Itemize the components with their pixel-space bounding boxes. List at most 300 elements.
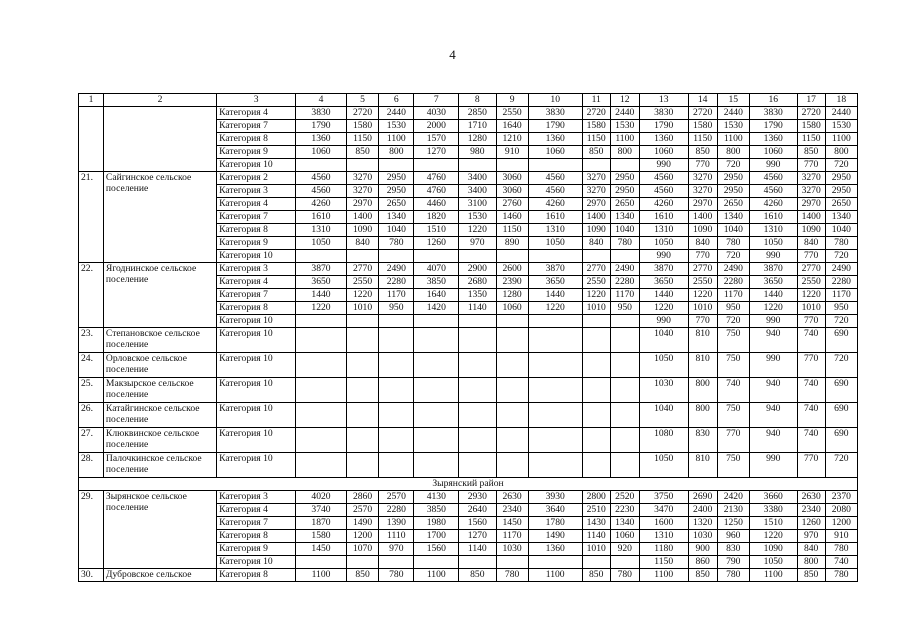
- value-cell: 1430: [582, 517, 610, 530]
- value-cell: 1060: [610, 530, 639, 543]
- row-number: 22.: [79, 263, 104, 328]
- value-cell: 1150: [582, 133, 610, 146]
- value-cell: 1030: [496, 543, 528, 556]
- value-cell: 690: [825, 403, 857, 428]
- value-cell: 990: [639, 315, 688, 328]
- value-cell: [610, 556, 639, 569]
- value-cell: 850: [582, 569, 610, 582]
- value-cell: 770: [797, 353, 825, 378]
- category-label: Категория 8: [217, 530, 296, 543]
- value-cell: 1530: [459, 211, 496, 224]
- value-cell: 950: [717, 302, 749, 315]
- category-label: Категория 4: [217, 198, 296, 211]
- value-cell: 1170: [717, 289, 749, 302]
- value-cell: 2130: [717, 504, 749, 517]
- value-cell: 1150: [496, 224, 528, 237]
- value-cell: 780: [825, 569, 857, 582]
- value-cell: 1040: [639, 403, 688, 428]
- value-cell: 750: [717, 453, 749, 478]
- value-cell: 1490: [528, 530, 582, 543]
- value-cell: 2950: [379, 185, 414, 198]
- value-cell: 2440: [610, 107, 639, 120]
- row-number: 30.: [79, 569, 104, 582]
- table-row: [79, 172, 858, 185]
- value-cell: 2760: [496, 198, 528, 211]
- value-cell: [610, 315, 639, 328]
- value-cell: [379, 315, 414, 328]
- value-cell: [346, 250, 378, 263]
- value-cell: 4260: [296, 198, 347, 211]
- value-cell: 1710: [459, 120, 496, 133]
- value-cell: [379, 250, 414, 263]
- value-cell: [582, 250, 610, 263]
- table-row: [79, 328, 858, 353]
- value-cell: 3100: [459, 198, 496, 211]
- value-cell: 780: [610, 569, 639, 582]
- value-cell: 1150: [688, 133, 717, 146]
- value-cell: 720: [825, 159, 857, 172]
- value-cell: 2340: [797, 504, 825, 517]
- value-cell: 3870: [528, 263, 582, 276]
- value-cell: [528, 159, 582, 172]
- value-cell: 2280: [717, 276, 749, 289]
- value-cell: 1790: [639, 120, 688, 133]
- value-cell: 1270: [414, 146, 459, 159]
- value-cell: 740: [825, 556, 857, 569]
- value-cell: 2370: [825, 491, 857, 504]
- value-cell: [582, 556, 610, 569]
- category-label: Категория 8: [217, 224, 296, 237]
- value-cell: 2340: [496, 504, 528, 517]
- value-cell: [459, 315, 496, 328]
- value-cell: 3850: [414, 276, 459, 289]
- column-number-header: 4: [296, 94, 347, 107]
- value-cell: 1260: [797, 517, 825, 530]
- value-cell: 1090: [749, 543, 797, 556]
- value-cell: 1010: [582, 543, 610, 556]
- value-cell: 1260: [414, 237, 459, 250]
- value-cell: 920: [610, 543, 639, 556]
- value-cell: 1310: [639, 530, 688, 543]
- value-cell: 750: [717, 403, 749, 428]
- value-cell: 1170: [610, 289, 639, 302]
- value-cell: 1610: [528, 211, 582, 224]
- value-cell: [296, 453, 347, 478]
- value-cell: 4560: [528, 172, 582, 185]
- table-row: [79, 263, 858, 276]
- value-cell: 780: [379, 237, 414, 250]
- value-cell: 940: [749, 328, 797, 353]
- value-cell: 720: [825, 453, 857, 478]
- row-number: 21.: [79, 172, 104, 263]
- value-cell: 2600: [496, 263, 528, 276]
- value-cell: 1060: [639, 146, 688, 159]
- value-cell: 1220: [459, 224, 496, 237]
- value-cell: 2950: [825, 172, 857, 185]
- value-cell: 2440: [717, 107, 749, 120]
- value-cell: 1780: [528, 517, 582, 530]
- value-cell: 3650: [749, 276, 797, 289]
- table-row: [79, 353, 858, 378]
- value-cell: 4460: [414, 198, 459, 211]
- value-cell: 950: [825, 302, 857, 315]
- value-cell: 2970: [797, 198, 825, 211]
- value-cell: 1200: [825, 517, 857, 530]
- category-label: Категория 9: [217, 237, 296, 250]
- category-label: Категория 7: [217, 289, 296, 302]
- value-cell: 1100: [296, 569, 347, 582]
- value-cell: [414, 428, 459, 453]
- value-cell: 1640: [496, 120, 528, 133]
- value-cell: 990: [749, 315, 797, 328]
- value-cell: 4560: [528, 185, 582, 198]
- value-cell: 1280: [459, 133, 496, 146]
- category-label: Категория 4: [217, 107, 296, 120]
- value-cell: 1040: [825, 224, 857, 237]
- column-number-header: 18: [825, 94, 857, 107]
- value-cell: 1050: [749, 237, 797, 250]
- value-cell: 1530: [610, 120, 639, 133]
- value-cell: 800: [610, 146, 639, 159]
- value-cell: 2630: [496, 491, 528, 504]
- value-cell: [610, 378, 639, 403]
- value-cell: 2570: [379, 491, 414, 504]
- value-cell: 1220: [346, 289, 378, 302]
- value-cell: 1580: [582, 120, 610, 133]
- value-cell: 1090: [346, 224, 378, 237]
- value-cell: [528, 403, 582, 428]
- table-row: [79, 428, 858, 453]
- value-cell: [414, 403, 459, 428]
- value-cell: 2230: [610, 504, 639, 517]
- value-cell: [346, 403, 378, 428]
- value-cell: 2770: [582, 263, 610, 276]
- value-cell: 3870: [749, 263, 797, 276]
- value-cell: [610, 353, 639, 378]
- district-row: [79, 478, 858, 491]
- value-cell: 2490: [717, 263, 749, 276]
- value-cell: [496, 403, 528, 428]
- value-cell: 800: [379, 146, 414, 159]
- value-cell: 2550: [582, 276, 610, 289]
- value-cell: 1340: [610, 517, 639, 530]
- value-cell: [414, 315, 459, 328]
- value-cell: 1530: [379, 120, 414, 133]
- table-row: [79, 107, 858, 120]
- value-cell: 1530: [825, 120, 857, 133]
- value-cell: 720: [825, 315, 857, 328]
- value-cell: 1110: [379, 530, 414, 543]
- value-cell: 860: [688, 556, 717, 569]
- page-number: 4: [449, 47, 456, 62]
- category-label: Категория 3: [217, 491, 296, 504]
- value-cell: 2280: [825, 276, 857, 289]
- value-cell: 2490: [379, 263, 414, 276]
- value-cell: [379, 403, 414, 428]
- value-cell: 970: [459, 237, 496, 250]
- table-row: [79, 453, 858, 478]
- value-cell: 970: [379, 543, 414, 556]
- value-cell: [296, 403, 347, 428]
- value-cell: [414, 353, 459, 378]
- value-cell: 3740: [296, 504, 347, 517]
- value-cell: 940: [749, 403, 797, 428]
- value-cell: [610, 453, 639, 478]
- value-cell: 770: [797, 159, 825, 172]
- value-cell: 1220: [749, 530, 797, 543]
- value-cell: [528, 315, 582, 328]
- column-number-header: 9: [496, 94, 528, 107]
- value-cell: 2950: [825, 185, 857, 198]
- value-cell: [459, 453, 496, 478]
- value-cell: 960: [717, 530, 749, 543]
- value-cell: 1050: [639, 237, 688, 250]
- value-cell: 1200: [346, 530, 378, 543]
- value-cell: 1170: [496, 530, 528, 543]
- value-cell: 1790: [749, 120, 797, 133]
- value-cell: 1400: [582, 211, 610, 224]
- value-cell: 1870: [296, 517, 347, 530]
- row-number: [79, 107, 104, 172]
- value-cell: 4260: [639, 198, 688, 211]
- value-cell: 2970: [688, 198, 717, 211]
- value-cell: 720: [825, 353, 857, 378]
- value-cell: 780: [717, 569, 749, 582]
- value-cell: [528, 250, 582, 263]
- value-cell: 2400: [688, 504, 717, 517]
- value-cell: 2280: [379, 276, 414, 289]
- category-label: Категория 2: [217, 172, 296, 185]
- value-cell: 840: [797, 543, 825, 556]
- value-cell: 1210: [496, 133, 528, 146]
- value-cell: 3380: [749, 504, 797, 517]
- value-cell: 1310: [528, 224, 582, 237]
- value-cell: 1460: [496, 211, 528, 224]
- value-cell: 1220: [639, 302, 688, 315]
- value-cell: 800: [825, 146, 857, 159]
- value-cell: 1220: [797, 289, 825, 302]
- value-cell: 1640: [414, 289, 459, 302]
- value-cell: 3270: [346, 185, 378, 198]
- category-label: Категория 7: [217, 517, 296, 530]
- column-number-header: 5: [346, 94, 378, 107]
- value-cell: 2550: [496, 107, 528, 120]
- table-row: [79, 491, 858, 504]
- value-cell: 2970: [582, 198, 610, 211]
- value-cell: 1360: [639, 133, 688, 146]
- value-cell: 740: [797, 328, 825, 353]
- value-cell: 1140: [459, 543, 496, 556]
- value-cell: 1340: [717, 211, 749, 224]
- value-cell: 2550: [346, 276, 378, 289]
- value-cell: 3750: [639, 491, 688, 504]
- value-cell: 690: [825, 428, 857, 453]
- value-cell: 4560: [749, 185, 797, 198]
- category-label: Категория 4: [217, 276, 296, 289]
- value-cell: 2950: [610, 172, 639, 185]
- value-cell: [414, 453, 459, 478]
- value-cell: 2490: [825, 263, 857, 276]
- value-cell: [496, 315, 528, 328]
- value-cell: 1310: [639, 224, 688, 237]
- value-cell: 1700: [414, 530, 459, 543]
- value-cell: 850: [688, 146, 717, 159]
- value-cell: 1060: [528, 146, 582, 159]
- row-number: 26.: [79, 403, 104, 428]
- value-cell: 1250: [717, 517, 749, 530]
- value-cell: 740: [797, 378, 825, 403]
- value-cell: 4760: [414, 172, 459, 185]
- column-number-header: 16: [749, 94, 797, 107]
- value-cell: [414, 556, 459, 569]
- value-cell: [414, 328, 459, 353]
- value-cell: [379, 453, 414, 478]
- value-cell: 2440: [825, 107, 857, 120]
- value-cell: [459, 159, 496, 172]
- value-cell: 1570: [414, 133, 459, 146]
- value-cell: 4070: [414, 263, 459, 276]
- value-cell: [496, 353, 528, 378]
- value-cell: 740: [717, 378, 749, 403]
- value-cell: 1390: [379, 517, 414, 530]
- value-cell: 2720: [797, 107, 825, 120]
- value-cell: 2720: [688, 107, 717, 120]
- row-number: 25.: [79, 378, 104, 403]
- value-cell: 2950: [379, 172, 414, 185]
- column-number-header: 6: [379, 94, 414, 107]
- value-cell: 1220: [296, 302, 347, 315]
- value-cell: 790: [717, 556, 749, 569]
- value-cell: [459, 428, 496, 453]
- value-cell: 850: [797, 569, 825, 582]
- value-cell: [582, 159, 610, 172]
- value-cell: 1600: [639, 517, 688, 530]
- value-cell: 3060: [496, 172, 528, 185]
- value-cell: 3270: [346, 172, 378, 185]
- column-number-header: 3: [217, 94, 296, 107]
- value-cell: 4760: [414, 185, 459, 198]
- value-cell: 1010: [688, 302, 717, 315]
- value-cell: 1010: [346, 302, 378, 315]
- row-number: 29.: [79, 491, 104, 569]
- value-cell: [459, 328, 496, 353]
- value-cell: 1100: [825, 133, 857, 146]
- value-cell: [528, 328, 582, 353]
- value-cell: 720: [717, 159, 749, 172]
- value-cell: 1090: [797, 224, 825, 237]
- value-cell: 1320: [688, 517, 717, 530]
- value-cell: 740: [797, 403, 825, 428]
- value-cell: [582, 315, 610, 328]
- value-cell: 1580: [688, 120, 717, 133]
- value-cell: 1100: [717, 133, 749, 146]
- value-cell: 4560: [296, 172, 347, 185]
- value-cell: [528, 556, 582, 569]
- value-cell: 850: [346, 569, 378, 582]
- value-cell: 2280: [610, 276, 639, 289]
- value-cell: 2640: [459, 504, 496, 517]
- value-cell: 4260: [749, 198, 797, 211]
- value-cell: [379, 428, 414, 453]
- value-cell: [582, 428, 610, 453]
- category-label: Категория 8: [217, 302, 296, 315]
- column-number-header: 12: [610, 94, 639, 107]
- tariff-table: [78, 93, 858, 582]
- value-cell: 1040: [379, 224, 414, 237]
- value-cell: [379, 353, 414, 378]
- value-cell: 1220: [528, 302, 582, 315]
- value-cell: 720: [825, 250, 857, 263]
- column-number-header: 7: [414, 94, 459, 107]
- value-cell: 1400: [797, 211, 825, 224]
- value-cell: [346, 428, 378, 453]
- value-cell: 4020: [296, 491, 347, 504]
- value-cell: 1440: [639, 289, 688, 302]
- value-cell: [496, 556, 528, 569]
- value-cell: 2770: [346, 263, 378, 276]
- value-cell: 2080: [825, 504, 857, 517]
- value-cell: [459, 353, 496, 378]
- value-cell: [414, 378, 459, 403]
- category-label: Категория 8: [217, 569, 296, 582]
- category-label: Категория 8: [217, 133, 296, 146]
- value-cell: 1220: [582, 289, 610, 302]
- value-cell: 990: [639, 159, 688, 172]
- value-cell: [346, 353, 378, 378]
- value-cell: 3930: [528, 491, 582, 504]
- value-cell: 3870: [639, 263, 688, 276]
- value-cell: 2550: [688, 276, 717, 289]
- value-cell: 690: [825, 328, 857, 353]
- value-cell: 850: [688, 569, 717, 582]
- category-label: Категория 10: [217, 428, 296, 453]
- column-number-header: 11: [582, 94, 610, 107]
- value-cell: 720: [717, 315, 749, 328]
- category-label: Категория 3: [217, 263, 296, 276]
- value-cell: 1340: [610, 211, 639, 224]
- value-cell: [582, 378, 610, 403]
- value-cell: [346, 453, 378, 478]
- value-cell: 1350: [459, 289, 496, 302]
- value-cell: 2440: [379, 107, 414, 120]
- value-cell: 3660: [749, 491, 797, 504]
- column-number-header: 8: [459, 94, 496, 107]
- value-cell: 1070: [346, 543, 378, 556]
- value-cell: 1440: [528, 289, 582, 302]
- value-cell: [459, 378, 496, 403]
- value-cell: 3830: [749, 107, 797, 120]
- table-row: [79, 569, 858, 582]
- settlement-name: Макзырское сельское поселение: [103, 378, 216, 403]
- value-cell: 690: [825, 378, 857, 403]
- value-cell: 3830: [296, 107, 347, 120]
- column-number-header-row: [79, 94, 858, 107]
- column-number-header: 17: [797, 94, 825, 107]
- value-cell: 1400: [688, 211, 717, 224]
- value-cell: 1150: [639, 556, 688, 569]
- value-cell: [346, 315, 378, 328]
- value-cell: 2860: [346, 491, 378, 504]
- settlement-name: [103, 107, 216, 172]
- value-cell: 3650: [296, 276, 347, 289]
- value-cell: 2970: [346, 198, 378, 211]
- value-cell: 3830: [639, 107, 688, 120]
- value-cell: [496, 328, 528, 353]
- value-cell: 1270: [459, 530, 496, 543]
- value-cell: [582, 328, 610, 353]
- value-cell: 2390: [496, 276, 528, 289]
- value-cell: 3640: [528, 504, 582, 517]
